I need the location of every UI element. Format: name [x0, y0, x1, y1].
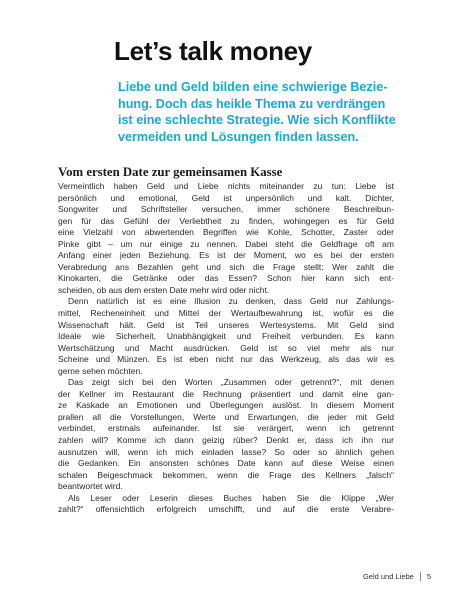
body-line: scheiden, ob aus dem ersten Date mehr wird oder nicht.	[58, 284, 270, 295]
lead-line: Liebe und Geld bilden eine schwierige Bezie-	[118, 80, 388, 94]
lead-line: vermeiden und Lösungen finden lassen.	[118, 129, 359, 144]
page-footer	[363, 572, 431, 581]
body-line: Songwriter und Schriftsteller versuchen, immer schönere Beschreibun-	[58, 204, 394, 215]
body-line: Scheine und Münzen. Es ist eben nicht nur das Werkzeug, als das wir es	[58, 354, 394, 365]
body-line: ausnutzen will, wenn ich mich einladen lasse? So oder so ähnlich gehen	[58, 446, 394, 457]
body-line: die Gedanken. Ein ansonsten schönes Date kann auf diese Weise einen	[58, 458, 394, 469]
body-line: Wertschätzung und Macht ausdrücken. Geld ist so viel mehr als nur	[58, 342, 394, 353]
body-line: Als Leser oder Leserin dieses Buches haben Sie die Klippe „Wer	[68, 492, 394, 503]
body-line: Das zeigt sich bei den Worten „Zusammen oder getrennt?“, mit denen	[68, 377, 394, 388]
lead-paragraph	[118, 79, 418, 145]
page-title: Let’s talk money	[114, 36, 312, 66]
body-line: zahlen will? Komme ich dann geizig rüber? Denkt er, dass ich ihn nur	[58, 435, 394, 446]
body-line: Kinokarten, die Getränke oder das Essen? Schon hier kann sich ent-	[58, 273, 394, 284]
body-line: Anfang einer jeden Beziehung. Es ist der Moment, wo es bei der ersten	[58, 250, 394, 261]
body-line: Vermeintlich haben Geld und Liebe nichts miteinander zu tun: Liebe ist	[58, 181, 394, 191]
body-line: Pinke gibt – um nur einige zu nennen. Dabei steht die Geldfrage oft am	[58, 238, 394, 249]
body-line: ze Kaskade an Emotionen und Überlegungen auslöst. In diesem Moment	[58, 400, 394, 411]
page-number: 5	[426, 572, 431, 581]
body-line: beantwortet wird.	[58, 481, 123, 492]
running-footer-chapter: Geld und Liebe	[362, 572, 414, 581]
body-text	[58, 181, 394, 516]
body-line: schalen Beigeschmack bekommen, wenn die Frage des Kellners „falsch“	[58, 469, 394, 480]
body-line: gerne sehen möchten.	[58, 365, 143, 376]
body-line: Ideale wie Sicherheit, Unabhängigkeit und Freiheit verbunden. Es kann	[58, 331, 394, 342]
body-line: persönlich und emotional, Geld ist unpersönlich und kalt. Dichter,	[58, 192, 394, 203]
lead-line: hung. Doch das heikle Thema zu verdrängen	[118, 96, 386, 111]
body-line: eine Vielzahl von abwertenden Begriffen wie Kohle, Schotter, Zaster oder	[58, 227, 394, 238]
body-line: verbindet, erstmals aufeinander. Ist sie verärgert, wenn ich getrennt	[58, 423, 394, 434]
body-line: Denn natürlich ist es eine Illusion zu denken, dass Geld nur Zahlungs-	[68, 296, 394, 307]
body-line: zahlt?“ offensichtlich erfolgreich umschifft, und auf die erste Verabre-	[58, 504, 394, 515]
body-line: Wissenschaft hält. Geld ist Teil unseres Wertesystems. Mit Geld sind	[58, 319, 394, 330]
body-line: der Kellner im Restaurant die Rechnung präsentiert und damit eine gan-	[58, 388, 394, 399]
section-heading: Vom ersten Date zur gemeinsamen Kasse	[58, 165, 283, 179]
body-line: Verabredung ans Bezahlen geht und sich die Frage stellt: Wer zahlt die	[58, 261, 394, 272]
footer-divider	[420, 572, 421, 581]
body-line: prallen all die Vorstellungen, Werte und Erwartungen, die jeder mit Geld	[58, 411, 394, 422]
lead-line: ist eine schlechte Strategie. Wie sich Konflikte	[118, 113, 396, 128]
body-line: mittel, Recheneinheit und Mittel der Wertaufbewahrung ist, wofür es die	[58, 308, 394, 319]
body-line: gen für das Gefühl der Verliebtheit zu finden, wohingegen es für Geld	[58, 215, 394, 226]
